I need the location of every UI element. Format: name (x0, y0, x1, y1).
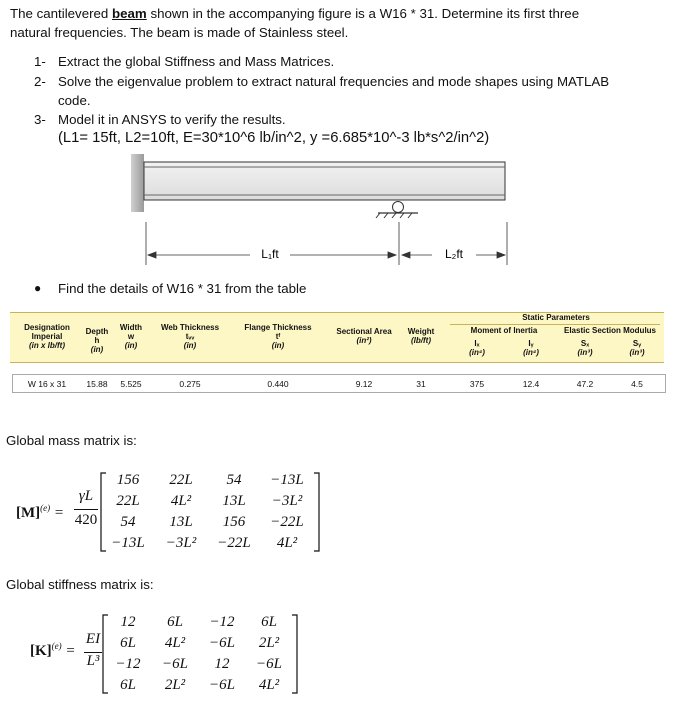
mass-cell-r3-c4: −22L (270, 514, 304, 530)
stiff-cell-r1-c2: 6L (167, 614, 183, 630)
cell-area: 9.12 (355, 379, 373, 389)
cell-sx: 47.2 (576, 379, 594, 389)
stiff-cell-r3-c2: −6L (162, 656, 188, 672)
mass-cell-r1-c2: 22L (169, 472, 193, 488)
mass-cell-r4-c3: −22L (217, 535, 251, 551)
cell-flange: 0.440 (267, 379, 289, 389)
mass-cell-r3-c3: 156 (222, 514, 246, 530)
header-iy: Iᵧ (in⁴) (523, 339, 539, 357)
mass-cell-r2-c1: 22L (116, 493, 140, 509)
mass-cell-r2-c2: 4L² (170, 493, 192, 509)
w-section-table (10, 312, 664, 392)
stiff-cell-r4-c2: 2L² (164, 677, 186, 693)
stiffness-matrix-heading: Global stiffness matrix is: (6, 577, 154, 592)
mass-cell-r3-c2: 13L (169, 514, 193, 530)
header-sectional-area: Sectional Area (in²) (336, 327, 392, 345)
parameters-line: (L1= 15ft, L2=10ft, E=30*10^6 lb/in^2, y =6.685*10^-3 lb*s^2/in^2) (58, 130, 490, 146)
dimension-l1: L₁ft (261, 247, 279, 261)
header-width: Width w (in) (119, 323, 143, 350)
static-parameters-title: Static Parameters (522, 313, 590, 322)
cell-designation: W 16 x 31 (27, 379, 67, 389)
mass-cell-r4-c2: −3L² (165, 535, 197, 551)
stiff-cell-r4-c3: −6L (209, 677, 235, 693)
mass-cell-r4-c1: −13L (111, 535, 145, 551)
stiff-cell-r1-c1: 12 (120, 614, 136, 630)
modulus-subtitle: Elastic Section Modulus (563, 326, 656, 335)
cell-web: 0.275 (179, 379, 201, 389)
stiff-cell-r2-c4: 2L² (258, 635, 280, 651)
cell-ix: 375 (469, 379, 485, 389)
header-ix: Iₓ (in⁴) (469, 339, 485, 357)
header-flange-thickness: Flange Thickness tᶠ (in) (244, 323, 312, 350)
stiff-cell-r1-c4: 6L (261, 614, 277, 630)
stiff-cell-r3-c3: 12 (214, 656, 230, 672)
stiff-cell-r2-c2: 4L² (164, 635, 186, 651)
header-sy: Sᵧ (in³) (629, 339, 645, 357)
dimension-l2: L₂ft (445, 247, 463, 261)
beam-word: beam (112, 6, 147, 21)
wall-support (131, 154, 144, 212)
stiff-cell-r2-c1: 6L (120, 635, 136, 651)
bullet-icon: ● (34, 281, 42, 295)
header-designation: Designation Imperial (in x lb/ft) (24, 323, 70, 350)
stiff-cell-r4-c4: 4L² (258, 677, 280, 693)
cell-sy: 4.5 (631, 379, 643, 389)
beam-body (144, 162, 505, 200)
mass-cell-r2-c4: −3L² (271, 493, 303, 509)
mass-cell-r1-c4: −13L (270, 472, 304, 488)
cell-width: 5.525 (120, 379, 142, 389)
stiff-cell-r3-c4: −6L (256, 656, 282, 672)
problem-statement: The cantilevered beam shown in the accompanying figure is a W16 * 31. Determine its first three natural frequencies. The beam is made of Stainless steel. (10, 6, 580, 40)
stiff-cell-r4-c1: 6L (120, 677, 136, 693)
cell-depth: 15.88 (86, 379, 108, 389)
mass-cell-r4-c4: 4L² (276, 535, 298, 551)
header-depth: Depth h (in) (85, 327, 109, 354)
stiff-cell-r1-c3: −12 (209, 614, 235, 630)
stiff-cell-r3-c1: −12 (115, 656, 141, 672)
header-weight: Weight (lb/ft) (407, 327, 435, 345)
stiff-cell-r2-c3: −6L (209, 635, 235, 651)
inertia-subtitle: Moment of Inertia (470, 326, 538, 335)
roller-support (376, 202, 418, 219)
beam-figure (0, 0, 677, 300)
mass-cell-r3-c1: 54 (120, 514, 136, 530)
mass-cell-r1-c3: 54 (226, 472, 242, 488)
mass-matrix-heading: Global mass matrix is: (6, 433, 137, 448)
mass-cell-r2-c3: 13L (222, 493, 246, 509)
mass-cell-r1-c1: 156 (116, 472, 140, 488)
cell-weight: 31 (416, 379, 426, 389)
header-web-thickness: Web Thickness tᵥᵥ (in) (160, 323, 220, 350)
cell-iy: 12.4 (522, 379, 540, 389)
header-sx: Sₓ (in³) (577, 339, 593, 357)
